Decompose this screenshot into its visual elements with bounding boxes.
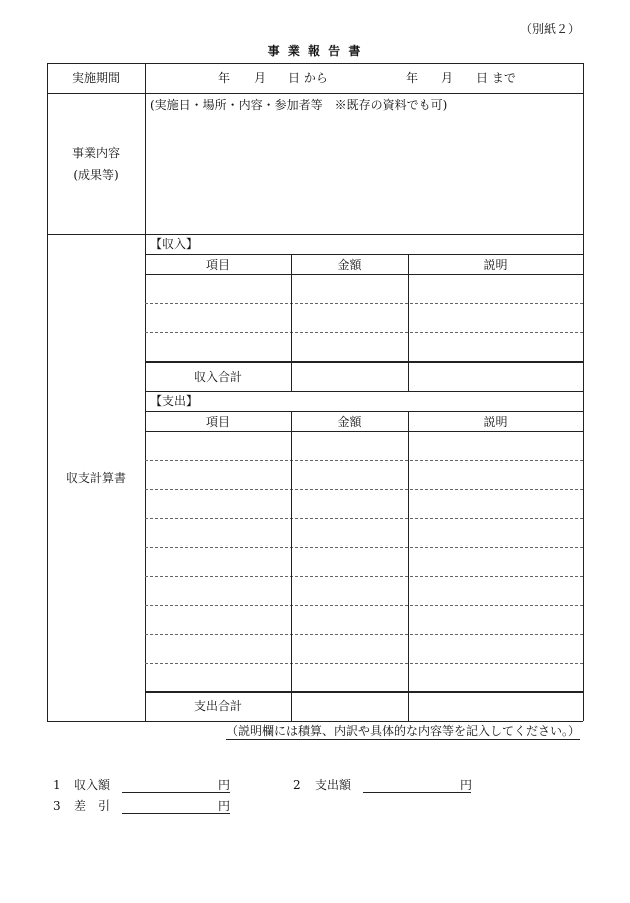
expense-total-label: 支出合計: [194, 699, 243, 713]
summary-balance-label: 差 引: [74, 799, 111, 813]
period-input-cell[interactable]: [146, 64, 582, 92]
content-label-line1: 事業内容: [71, 146, 120, 160]
income-col-amount: 金額: [337, 258, 362, 272]
budget-label: 収支計算書: [65, 471, 126, 485]
summary-expense-unit: 円: [460, 778, 473, 792]
period-day-until: 日 まで: [476, 71, 516, 85]
income-heading: 【収入】: [150, 237, 199, 251]
period-year-from: 年: [218, 71, 231, 85]
period-day-from: 日 から: [288, 71, 328, 85]
income-col-item: 項目: [205, 258, 230, 272]
expense-col-amount: 金額: [337, 415, 362, 429]
expense-heading: 【支出】: [150, 394, 199, 408]
summary-expense-label: 支出額: [315, 778, 352, 792]
summary-income-label: 収入額: [74, 778, 111, 792]
income-total-label: 収入合計: [194, 370, 243, 384]
period-month-from: 月: [254, 71, 267, 85]
period-year-until: 年: [406, 71, 419, 85]
summary-income-field[interactable]: [122, 792, 230, 793]
summary-balance-unit: 円: [218, 799, 231, 813]
period-label: 実施期間: [71, 71, 120, 85]
summary-balance-field[interactable]: [122, 813, 230, 814]
expense-rows[interactable]: [146, 432, 582, 690]
content-label-line2: (成果等): [73, 168, 119, 182]
income-rows[interactable]: [146, 275, 582, 361]
period-month-until: 月: [441, 71, 454, 85]
income-col-description: 説明: [483, 258, 508, 272]
expense-col-description: 説明: [483, 415, 508, 429]
footnote: （説明欄には積算、内訳や具体的な内容等を記入してください。）: [226, 724, 581, 738]
summary-item3-number: 3: [53, 799, 61, 813]
attachment-label: （別紙２）: [520, 22, 581, 36]
summary-item2-number: 2: [293, 778, 301, 792]
footnote-underline: [226, 739, 580, 740]
content-input-area[interactable]: [146, 94, 582, 233]
page-title: 事 業 報 告 書: [267, 44, 363, 58]
income-total-amount-cell[interactable]: [292, 363, 407, 390]
expense-col-item: 項目: [205, 415, 230, 429]
expense-total-amount-cell[interactable]: [292, 693, 407, 720]
content-note: (実施日・場所・内容・参加者等 ※既存の資料でも可): [150, 98, 448, 112]
summary-income-unit: 円: [218, 778, 231, 792]
summary-item1-number: 1: [53, 778, 61, 792]
summary-expense-field[interactable]: [363, 792, 471, 793]
